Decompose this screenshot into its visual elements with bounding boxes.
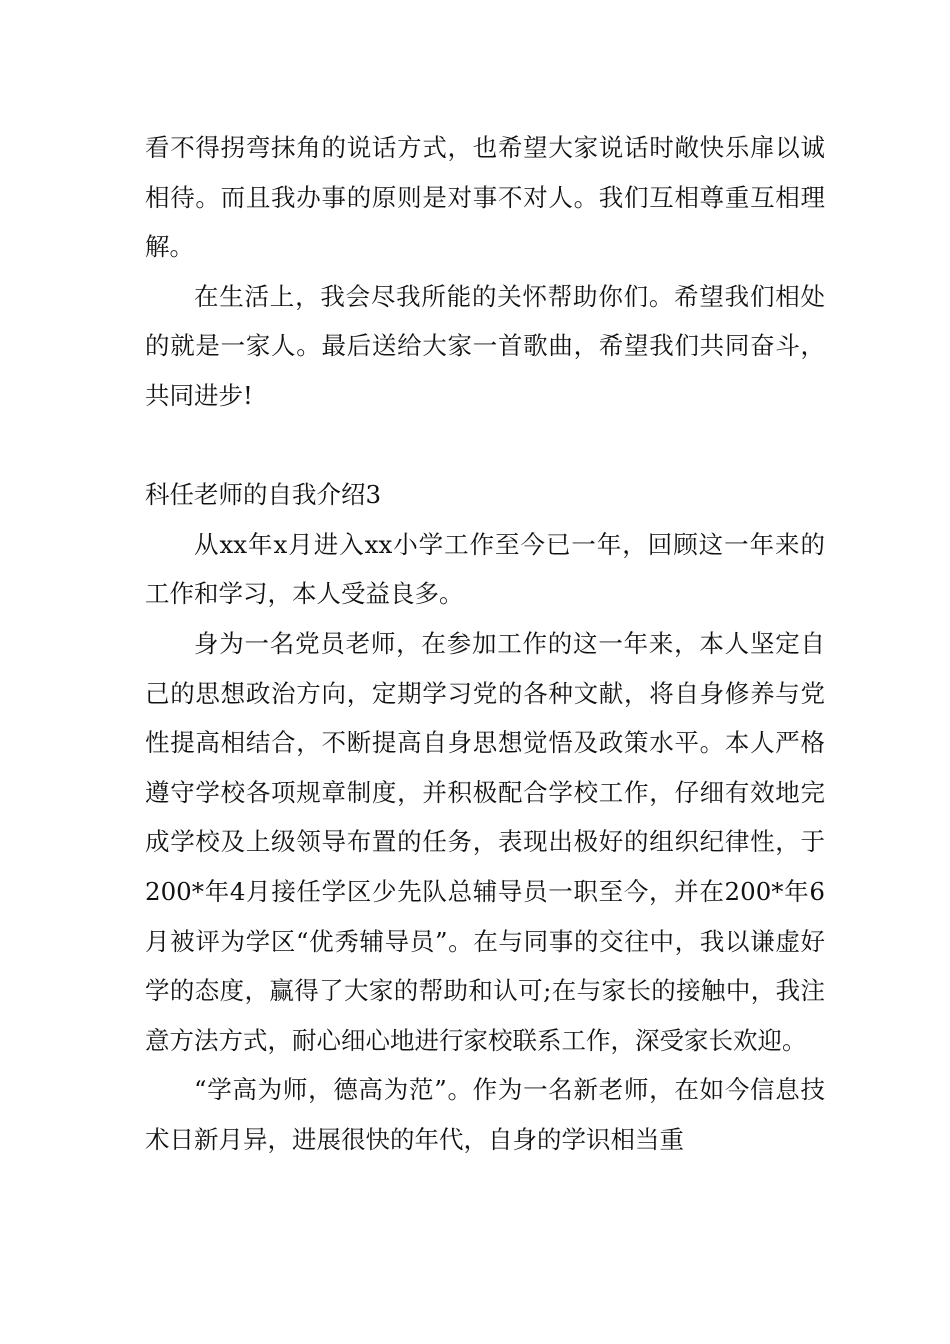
document-page [145, 123, 825, 1164]
paragraph-life: 在生活上，我会尽我所能的关怀帮助你们。希望我们相处的就是一家人。最后送给大家一首歌曲，希望我们共同奋斗，共同进步! [145, 281, 825, 410]
paragraph-continuation: 看不得拐弯抹角的说话方式，也希望大家说话时敞快乐扉以诚相待。而且我办事的原则是对事不对人。我们互相尊重互相理解。 [145, 133, 825, 262]
section-spacer [145, 421, 825, 471]
section-title: 科任老师的自我介绍3 [145, 480, 382, 510]
paragraph-intro: 从xx年x月进入xx小学工作至今已一年，回顾这一年来的工作和学习，本人受益良多。 [145, 529, 825, 609]
paragraph-party-member: 身为一名党员老师，在参加工作的这一年来，本人坚定自己的思想政治方向，定期学习党的各种文献，将自身修养与党性提高相结合，不断提高自身思想觉悟及政策水平。本人严格遵守学校各项规章制度，并积极配合学校工作，仔细有效地完成学校及上级领导布置的任务，表现出极好的组织纪律性，于200*年4月接任学区少先队总辅导员一职至今，并在200*年6月被评为学区“优秀辅导员”。在与同事的交往中，我以谦虚好学的态度，赢得了大家的帮助和认可;在与家长的接触中，我注意方法方式，耐心细心地进行家校联系工作，深受家长欢迎。 [145, 628, 825, 1055]
paragraph-learning: “学高为师，德高为范”。作为一名新老师，在如今信息技术日新月异，进展很快的年代，自身的学识相当重 [145, 1075, 825, 1154]
